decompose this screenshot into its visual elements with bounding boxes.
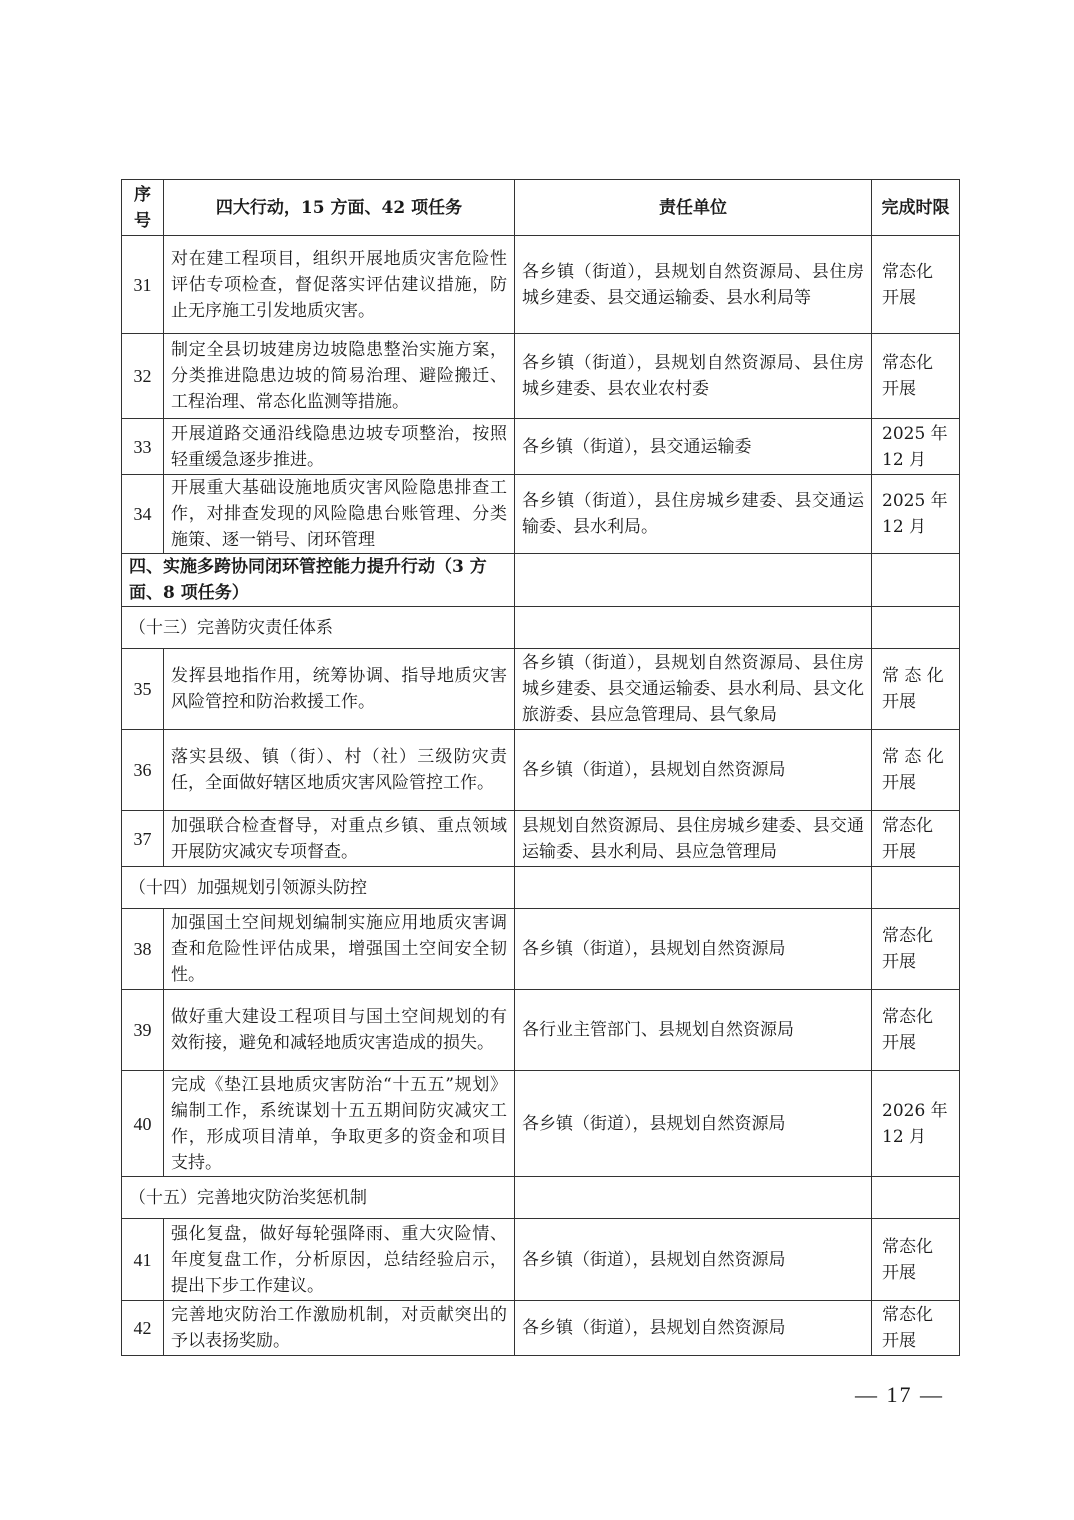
section-heading: 四、实施多跨协同闭环管控能力提升行动（3 方面、8 项任务）	[122, 554, 515, 607]
header-task: 四大行动，15 方面、42 项任务	[164, 180, 515, 236]
row-task: 开展重大基础设施地质灾害风险隐患排查工作，对排查发现的风险隐患台账管理、分类施策、逐一销号、闭环管理	[164, 475, 515, 554]
row-task: 做好重大建设工程项目与国土空间规划的有效衔接，避免和减轻地质灾害造成的损失。	[164, 990, 515, 1071]
table-row	[122, 1071, 960, 1177]
subsection-row	[122, 607, 960, 649]
row-time: 常态化开展	[872, 1301, 960, 1356]
row-task: 完善地灾防治工作激励机制，对贡献突出的予以表扬奖励。	[164, 1301, 515, 1356]
table-header-row	[122, 180, 960, 236]
row-task: 强化复盘，做好每轮强降雨、重大灾险情、年度复盘工作，分析原因，总结经验启示，提出下步工作建议。	[164, 1219, 515, 1301]
row-unit: 各乡镇（街道），县规划自然资源局	[515, 730, 872, 811]
row-no: 32	[122, 334, 164, 419]
section-row	[122, 554, 960, 607]
row-task: 对在建工程项目，组织开展地质灾害危险性评估专项检查，督促落实评估建议措施，防止无序施工引发地质灾害。	[164, 236, 515, 334]
empty-cell	[515, 1177, 872, 1219]
row-unit: 县规划自然资源局、县住房城乡建委、县交通运输委、县水利局、县应急管理局	[515, 811, 872, 867]
row-task: 加强联合检查督导，对重点乡镇、重点领域开展防灾减灾专项督查。	[164, 811, 515, 867]
row-time: 常态化开展	[872, 1219, 960, 1301]
table-row	[122, 990, 960, 1071]
empty-cell	[515, 607, 872, 649]
table-row	[122, 236, 960, 334]
table-row	[122, 811, 960, 867]
empty-cell	[515, 867, 872, 909]
subsection-row	[122, 867, 960, 909]
row-time: 2025 年 12 月	[872, 475, 960, 554]
table-row	[122, 1219, 960, 1301]
row-unit: 各乡镇（街道），县规划自然资源局、县住房城乡建委、县交通运输委、县水利局、县文化旅游委、县应急管理局、县气象局	[515, 649, 872, 730]
row-no: 34	[122, 475, 164, 554]
row-time: 常态化开展	[872, 811, 960, 867]
subsection-heading: （十五）完善地灾防治奖惩机制	[122, 1177, 515, 1219]
row-no: 40	[122, 1071, 164, 1177]
row-task: 落实县级、镇（街）、村（社）三级防灾责任，全面做好辖区地质灾害风险管控工作。	[164, 730, 515, 811]
row-task: 开展道路交通沿线隐患边坡专项整治，按照轻重缓急逐步推进。	[164, 419, 515, 475]
empty-cell	[872, 1177, 960, 1219]
row-time: 2025 年 12 月	[872, 419, 960, 475]
header-unit: 责任单位	[515, 180, 872, 236]
row-task: 制定全县切坡建房边坡隐患整治实施方案，分类推进隐患边坡的简易治理、避险搬迁、工程治理、常态化监测等措施。	[164, 334, 515, 419]
subsection-heading: （十三）完善防灾责任体系	[122, 607, 515, 649]
row-no: 33	[122, 419, 164, 475]
row-task: 完成《垫江县地质灾害防治“十五五”规划》编制工作，系统谋划十五五期间防灾减灾工作，形成项目清单，争取更多的资金和项目支持。	[164, 1071, 515, 1177]
row-no: 42	[122, 1301, 164, 1356]
row-no: 39	[122, 990, 164, 1071]
row-no: 37	[122, 811, 164, 867]
row-time: 常态化开展	[872, 334, 960, 419]
header-time: 完成时限	[872, 180, 960, 236]
row-time: 常态化开展	[872, 909, 960, 990]
row-task: 发挥县地指作用，统筹协调、指导地质灾害风险管控和防治救援工作。	[164, 649, 515, 730]
table-row	[122, 649, 960, 730]
row-no: 31	[122, 236, 164, 334]
subsection-heading: （十四）加强规划引领源头防控	[122, 867, 515, 909]
row-task: 加强国土空间规划编制实施应用地质灾害调查和危险性评估成果，增强国土空间安全韧性。	[164, 909, 515, 990]
table-row	[122, 1301, 960, 1356]
page-number: — 17 —	[855, 1382, 944, 1407]
row-time: 2026 年 12 月	[872, 1071, 960, 1177]
row-unit: 各乡镇（街道），县住房城乡建委、县交通运输委、县水利局。	[515, 475, 872, 554]
empty-cell	[515, 554, 872, 607]
row-unit: 各乡镇（街道），县规划自然资源局	[515, 1219, 872, 1301]
empty-cell	[872, 554, 960, 607]
row-unit: 各乡镇（街道），县规划自然资源局	[515, 1301, 872, 1356]
table-row	[122, 334, 960, 419]
row-unit: 各行业主管部门、县规划自然资源局	[515, 990, 872, 1071]
row-no: 35	[122, 649, 164, 730]
row-no: 41	[122, 1219, 164, 1301]
empty-cell	[872, 607, 960, 649]
page-footer	[0, 1382, 1074, 1412]
table-row	[122, 909, 960, 990]
table-row	[122, 419, 960, 475]
row-unit: 各乡镇（街道），县规划自然资源局、县住房城乡建委、县交通运输委、县水利局等	[515, 236, 872, 334]
header-no: 序号	[122, 180, 164, 236]
row-unit: 各乡镇（街道），县规划自然资源局	[515, 1071, 872, 1177]
subsection-row	[122, 1177, 960, 1219]
row-no: 38	[122, 909, 164, 990]
row-unit: 各乡镇（街道），县交通运输委	[515, 419, 872, 475]
table-row	[122, 730, 960, 811]
row-time: 常态化开展	[872, 236, 960, 334]
row-time: 常 态 化 开展	[872, 730, 960, 811]
empty-cell	[872, 867, 960, 909]
row-unit: 各乡镇（街道），县规划自然资源局、县住房城乡建委、县农业农村委	[515, 334, 872, 419]
table-row	[122, 475, 960, 554]
row-unit: 各乡镇（街道），县规划自然资源局	[515, 909, 872, 990]
row-time: 常 态 化 开展	[872, 649, 960, 730]
row-no: 36	[122, 730, 164, 811]
task-table	[121, 179, 960, 1356]
row-time: 常态化开展	[872, 990, 960, 1071]
